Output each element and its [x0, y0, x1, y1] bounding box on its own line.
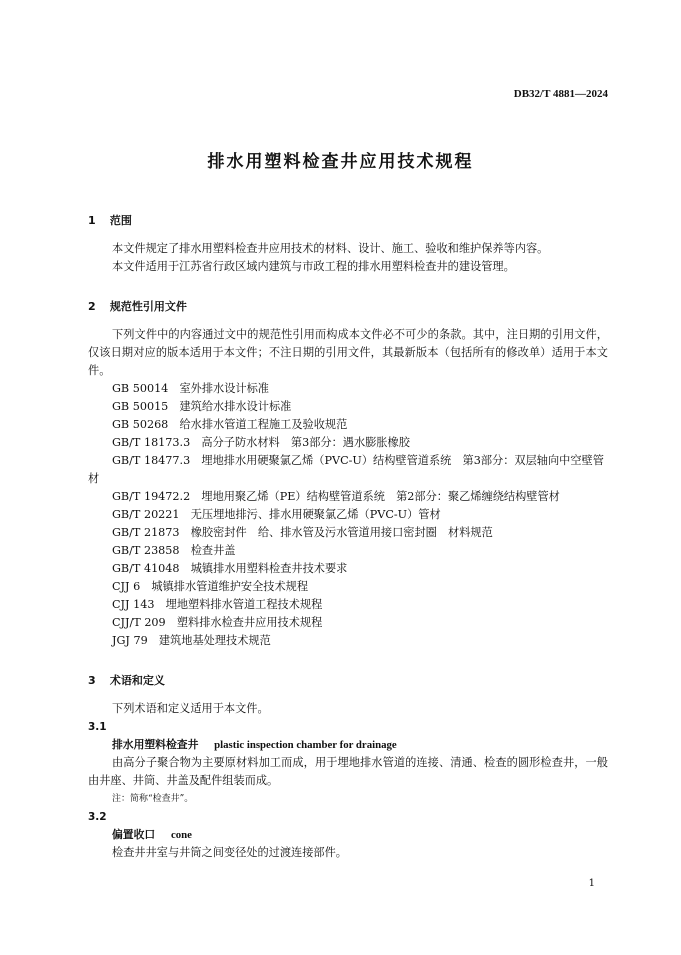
reference-item: GB 50014 室外排水设计标准: [112, 382, 269, 395]
term-number: 3.1: [88, 721, 107, 733]
paragraph: 下列文件中的内容通过文中的规范性引用而构成本文件必不可少的条款。其中，注日期的引用文件，仅该日期对应的版本适用于本文件；不注日期的引用文件，其最新版本（包括所有的修改单）适用于本文件。: [88, 328, 608, 377]
reference-item: GB/T 41048 城镇排水用塑料检查井技术要求: [112, 562, 348, 575]
section-2-heading: [88, 298, 608, 316]
spacer: [88, 650, 608, 660]
term-en: plastic inspection chamber for drainage: [214, 739, 397, 751]
section-3-heading: [88, 672, 608, 690]
term-definition: 检查井井室与井筒之间变径处的过渡连接部件。: [112, 846, 347, 859]
document-body: [88, 200, 608, 862]
term-zh: 偏置收口: [112, 828, 156, 841]
reference-item: GB/T 18477.3 埋地排水用硬聚氯乙烯（PVC-U）结构壁管道系统 第3部分：双层轴向中空壁管材: [88, 454, 604, 485]
reference-item: GB/T 21873 橡胶密封件 给、排水管及污水管道用接口密封圈 材料规范: [112, 526, 493, 539]
standard-code: DB32/T 4881—2024: [513, 88, 608, 100]
reference-item: GB 50015 建筑给水排水设计标准: [112, 400, 292, 413]
term-heading: [88, 826, 608, 844]
section-title: 范围: [109, 214, 132, 227]
term-note: 注：简称“检查井”。: [112, 794, 194, 804]
reference-item: GB/T 20221 无压埋地排污、排水用硬聚氯乙烯（PVC-U）管材: [112, 508, 441, 521]
reference-item: GB/T 18173.3 高分子防水材料 第3部分：遇水膨胀橡胶: [112, 436, 410, 449]
reference-item: CJJ 6 城镇排水管道维护安全技术规程: [112, 580, 309, 593]
term-definition: 由高分子聚合物为主要原材料加工而成，用于埋地排水管道的连接、清通、检查的圆形检查井，一般由井座、井筒、井盖及配件组装而成。: [88, 756, 608, 787]
spacer: [88, 690, 608, 700]
term-heading: [88, 736, 608, 754]
spacer: [88, 276, 608, 286]
term-zh: 排水用塑料检查井: [112, 738, 199, 751]
term-en: cone: [170, 829, 192, 841]
spacer: [88, 316, 608, 326]
term-number: 3.2: [88, 811, 107, 823]
reference-item: GB/T 19472.2 埋地用聚乙烯（PE）结构壁管道系统 第2部分：聚乙烯缠绕结构壁管材: [112, 490, 560, 503]
page-number: 1: [588, 878, 595, 889]
section-number: 2: [88, 300, 96, 313]
document-title: 排水用塑料检查井应用技术规程: [207, 152, 474, 172]
reference-item: JGJ 79 建筑地基处理技术规范: [112, 634, 271, 647]
section-1-heading: [88, 212, 608, 230]
paragraph: 下列术语和定义适用于本文件。: [112, 702, 269, 715]
paragraph: 本文件适用于江苏省行政区域内建筑与市政工程的排水用塑料检查井的建设管理。: [112, 260, 515, 273]
section-number: 3: [88, 674, 96, 687]
paragraph: 本文件规定了排水用塑料检查井应用技术的材料、设计、施工、验收和维护保养等内容。: [112, 242, 549, 255]
section-number: 1: [88, 214, 96, 227]
reference-item: GB 50268 给水排水管道工程施工及验收规范: [112, 418, 348, 431]
reference-item: CJJ 143 埋地塑料排水管道工程技术规程: [112, 598, 323, 611]
section-title: 术语和定义: [109, 674, 165, 687]
section-title: 规范性引用文件: [109, 300, 187, 313]
spacer: [88, 230, 608, 240]
reference-item: GB/T 23858 检查井盖: [112, 544, 236, 557]
reference-item: CJJ/T 209 塑料排水检查井应用技术规程: [112, 616, 323, 629]
